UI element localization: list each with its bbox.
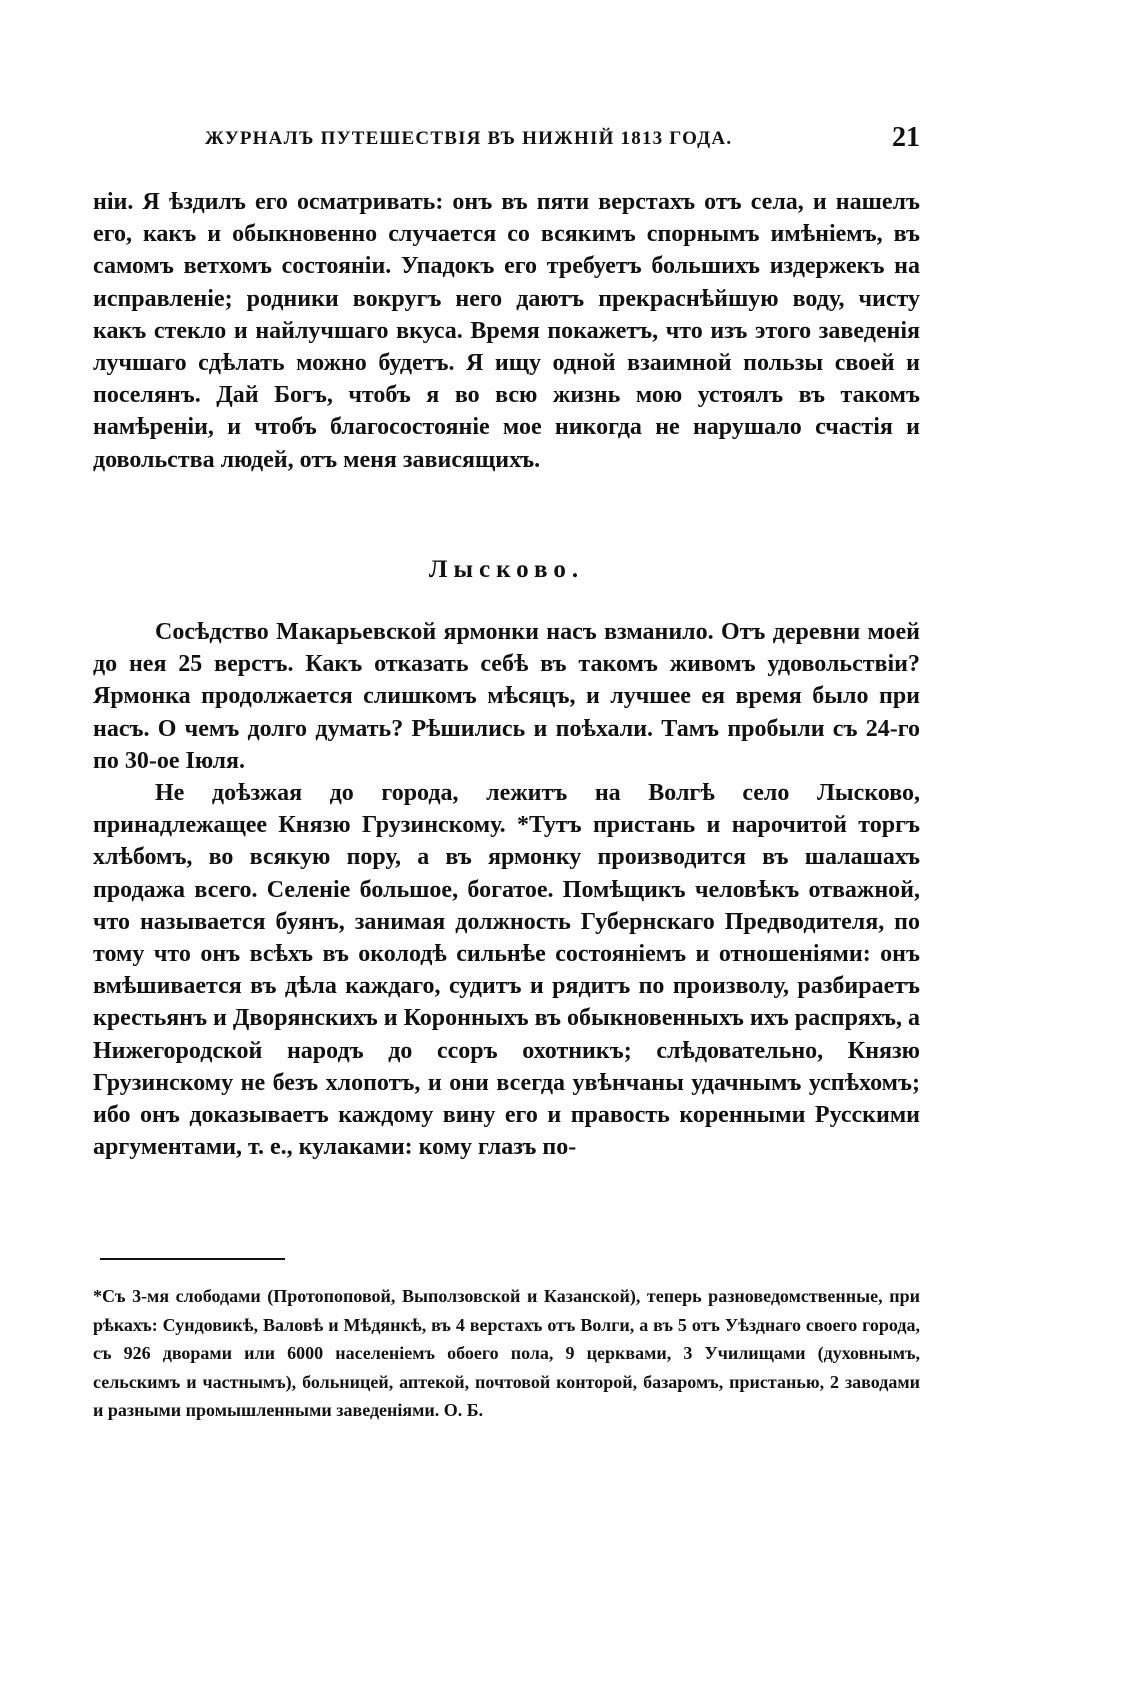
running-title: ЖУРНАЛЪ ПУТЕШЕСТВІЯ ВЪ НИЖНІЙ 1813 ГОДА. bbox=[205, 128, 733, 149]
body-text-top bbox=[93, 186, 920, 476]
page-number: 21 bbox=[892, 122, 920, 153]
page-header bbox=[205, 122, 920, 158]
footnote-divider bbox=[100, 1258, 285, 1260]
footnote-text: *Съ 3-мя слободами (Протопоповой, Выползовской и Казанской), теперь разноведомственные, при рѣкахъ: Сундовикѣ, Валовѣ и Мѣдянкѣ, въ 4 верстахъ отъ Волги, а въ 5 отъ Уѣзднаго своего города, съ 926 дворами или 6000 населеніемъ обоего пола, 9 церквами, 3 Училищами (духовнымъ, сельскимъ и частнымъ), больницей, аптекой, почтовой конторой, базаромъ, пристанью, 2 заводами и разными промышленными заведеніями. О. Б. bbox=[93, 1286, 920, 1420]
footnote bbox=[93, 1282, 920, 1425]
section-title: Лысково. bbox=[428, 556, 585, 583]
paragraph: Не доѣзжая до города, лежитъ на Волгѣ село Лысково, принадлежащее Князю Грузинскому. *Тутъ пристань и нарочитой торгъ хлѣбомъ, во всякую пору, а въ ярмонку производится въ шалашахъ продажа всего. Селеніе большое, богатое. Помѣщикъ человѣкъ отважной, что называется буянъ, занимая должность Губернскаго Предводителя, по тому что онъ всѣхъ въ околодѣ сильнѣе состояніемъ и отношеніями: онъ вмѣшивается въ дѣла каждаго, судитъ и рядитъ по произволу, разбираетъ крестьянъ и Дворянскихъ и Коронныхъ въ обыкновенныхъ ихъ распряхъ, а Нижегородской народъ до ссоръ охотникъ; слѣдовательно, Князю Грузинскому не безъ хлопотъ, и они всегда увѣнчаны удачнымъ успѣхомъ; ибо онъ доказываетъ каждому вину его и правость коренными Русскими аргументами, т. е., кулаками: кому глазъ по- bbox=[93, 780, 920, 1161]
body-text-section bbox=[93, 616, 920, 1163]
paragraph: Сосѣдство Макарьевской ярмонки насъ взманило. Отъ деревни моей до нея 25 верстъ. Какъ отказать себѣ въ такомъ живомъ удовольствіи? Ярмонка продолжается слишкомъ мѣсяцъ, и лучшее ея время было при насъ. О чемъ долго думать? Рѣшились и поѣхали. Тамъ пробыли съ 24-го по 30-ое Іюля. bbox=[93, 619, 920, 774]
paragraph: ніи. Я ѣздилъ его осматривать: онъ въ пяти верстахъ отъ села, и нашелъ его, какъ и обыкновенно случается со всякимъ спорнымъ имѣніемъ, въ самомъ ветхомъ состояніи. Упадокъ его требуетъ большихъ издержекъ на исправленіе; родники вокругъ него даютъ прекраснѣйшую воду, чисту какъ стекло и найлучшаго вкуса. Время покажетъ, что изъ этого заведенія лучшаго сдѣлать можно будетъ. Я ищу одной взаимной пользы своей и поселянъ. Дай Богъ, чтобъ я во всю жизнь мою устоялъ въ такомъ намѣреніи, и чтобъ благосостояніе мое никогда не нарушало счастія и довольства людей, отъ меня зависящихъ. bbox=[93, 189, 920, 473]
